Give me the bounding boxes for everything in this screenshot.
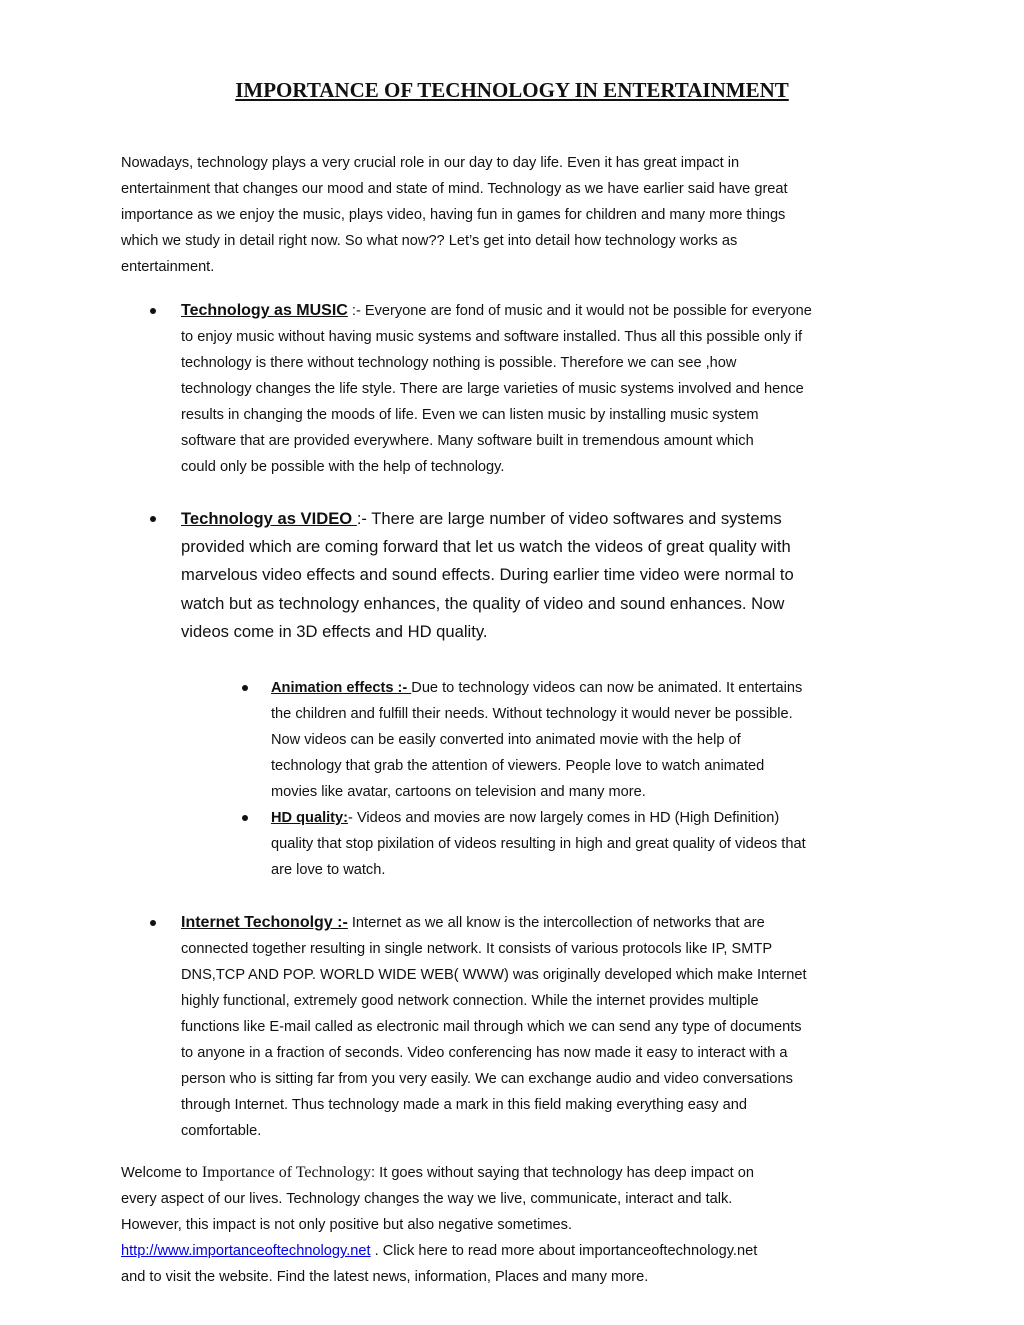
- video-text: :- There are large number of video softwares and systems provided which are coming forward that let us watch the videos of great quality with marvelous video effects and sound effects. During earlier time video were normal to watch but as technology enhances, the quality of video and sound enhances. Now videos come in 3D effects and HD quality.: [181, 509, 794, 641]
- bullet-icon: [150, 516, 156, 522]
- website-link[interactable]: http://www.importanceoftechnology.net: [121, 1243, 371, 1259]
- music-text: :- Everyone are fond of music and it would not be possible for everyone to enjoy music without having music systems and software installed. Thus all this possible only if technology is there without technology nothing is possible. Therefore we can see ,how technology changes the life style. There are large varieties of music systems involved and hence results in changing the moods of life. Even we can listen music by installing music system software that are provided everywhere. Many software built in tremendous amount which could only be possible with the help of technology.: [181, 303, 812, 475]
- internet-heading: Internet Techonolgy :-: [181, 914, 348, 931]
- intro-paragraph: Nowadays, technology plays a very crucial role in our day to day life. Even it has great impact in entertainment that changes our mood and state of mind. Technology as we have earlier said have great importance as we enjoy the music, plays video, having fun in games for children and many more things which we study in detail right now. So what now?? Let’s get into detail how technology works as entertainment.: [121, 155, 788, 275]
- internet-text: Internet as we all know is the intercollection of networks that are connected together resulting in single network. It consists of various protocols like IP, SMTP DNS,TCP AND POP. WORLD WIDE WEB( WWW) was originally developed which make Internet highly functional, extremely good network connection. While the internet provides multiple functions like E-mail called as electronic mail through which we can send any type of documents to anyone in a fraction of seconds. Video conferencing has now made it easy to interact with a person who is sitting far from you very easily. We can exchange audio and video conversations through Internet. Thus technology made a mark in this field making everything easy and comfortable.: [181, 915, 807, 1139]
- video-heading: Technology as VIDEO: [181, 509, 357, 528]
- bullet-icon: [242, 685, 248, 691]
- hd-heading: HD quality:: [271, 810, 349, 826]
- internet-item: [181, 910, 807, 1144]
- animation-heading: Animation effects :-: [271, 680, 412, 696]
- music-item: [181, 298, 812, 480]
- bullet-icon: [150, 308, 156, 314]
- animation-item: [271, 675, 802, 805]
- closing-text: : It goes without saying that technology has deep impact on every aspect of our lives. Technology changes the way we live, communicate, interact and talk. However, this impact is not only positive but also negative sometimes.: [121, 1165, 754, 1233]
- music-heading: Technology as MUSIC: [181, 302, 348, 319]
- hd-item: [271, 805, 806, 883]
- document-title: IMPORTANCE OF TECHNOLOGY IN ENTERTAINMENT: [235, 78, 789, 102]
- bullet-icon: [242, 815, 248, 821]
- closing-welcome: Welcome to: [121, 1165, 202, 1181]
- video-item: [181, 505, 794, 646]
- closing-paragraph: [121, 1160, 757, 1290]
- bullet-icon: [150, 920, 156, 926]
- site-name: Importance of Technology: [201, 1164, 372, 1181]
- closing-text-2: . Click here to read more about importanceoftechnology.net and to visit the website. Find the latest news, information, Places and many more.: [121, 1243, 758, 1285]
- hd-text: - Videos and movies are now largely comes in HD (High Definition) quality that stop pixilation of videos resulting in high and great quality of videos that are love to watch.: [271, 810, 806, 878]
- animation-text: Due to technology videos can now be animated. It entertains the children and fulfill their needs. Without technology it would never be possible. Now videos can be easily converted into animated movie with the help of technology that grab the attention of viewers. People love to watch animated movies like avatar, cartoons on television and many more.: [271, 680, 803, 800]
